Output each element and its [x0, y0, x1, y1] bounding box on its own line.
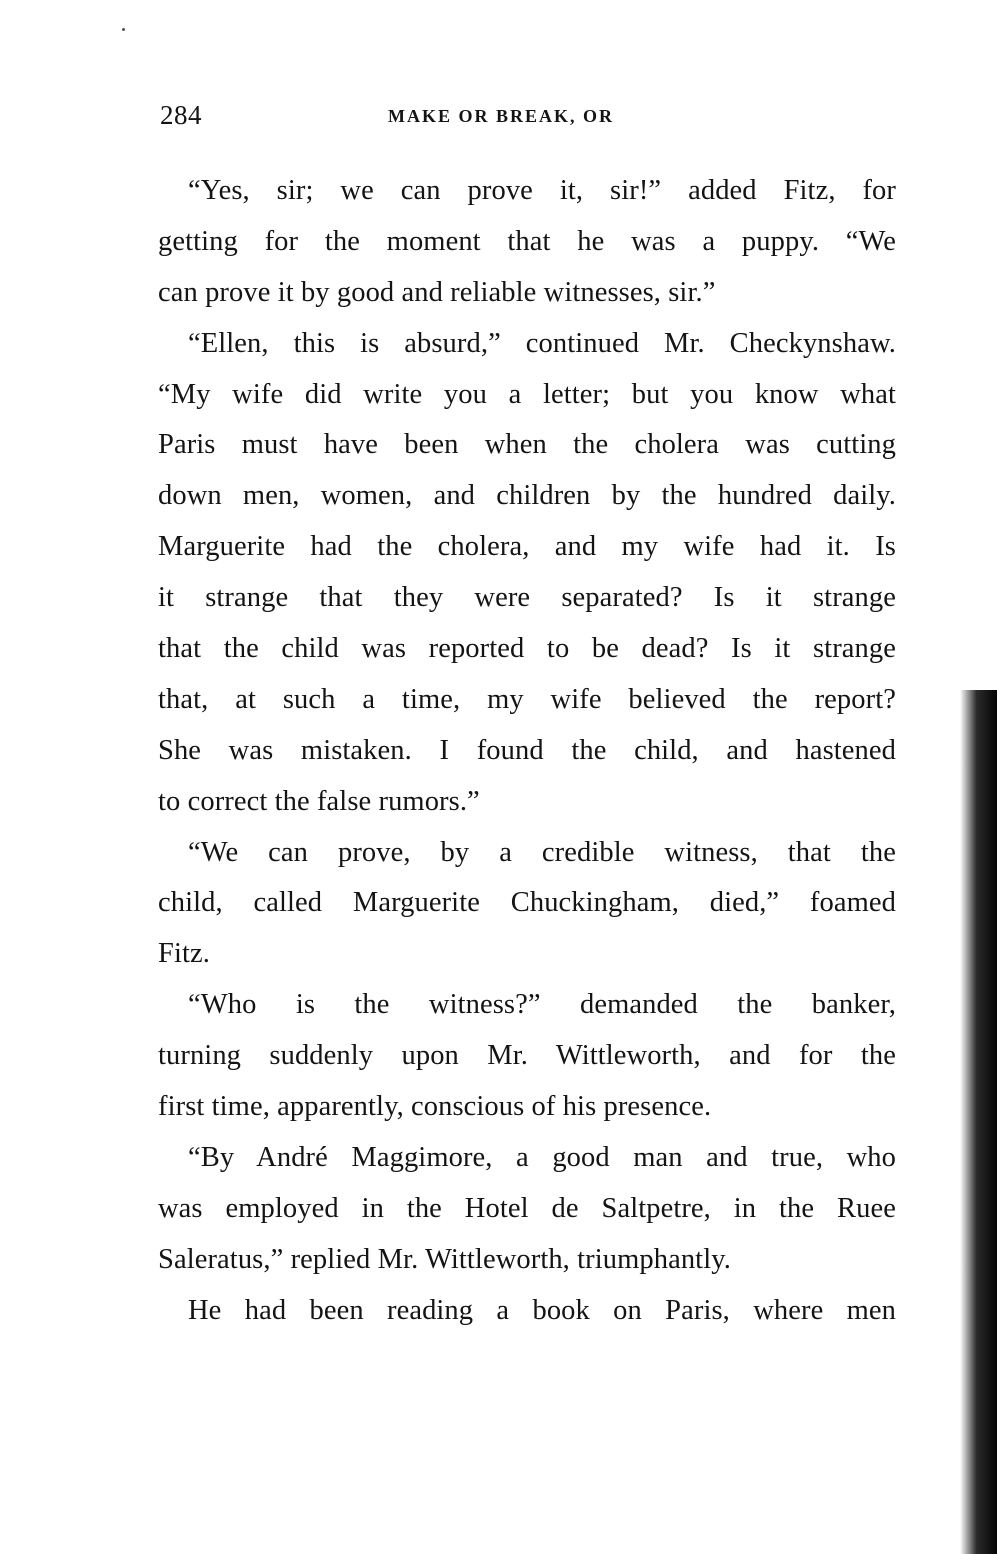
scan-speck [122, 28, 125, 31]
body-text [158, 166, 896, 1336]
text-line: Marguerite had the cholera, and my wife had it. Is [158, 531, 896, 563]
text-line: “Ellen, this is absurd,” continued Mr. Checkynshaw. [188, 327, 896, 359]
text-line: child, called Marguerite Chuckingham, died,” foamed [158, 887, 896, 919]
text-line: was employed in the Hotel de Saltpetre, in the Ruee [158, 1192, 896, 1224]
text-line: to correct the false rumors.” [158, 785, 480, 817]
text-line: first time, apparently, conscious of his presence. [158, 1091, 712, 1123]
text-line: turning suddenly upon Mr. Wittleworth, and for the [158, 1040, 896, 1072]
text-line: He had been reading a book on Paris, where men [188, 1294, 896, 1326]
text-line: “By André Maggimore, a good man and true, who [188, 1141, 896, 1173]
text-line: “My wife did write you a letter; but you know what [158, 378, 896, 410]
text-line: down men, women, and children by the hundred daily. [158, 480, 896, 512]
text-line: “We can prove, by a credible witness, that the [188, 836, 896, 868]
text-line: getting for the moment that he was a puppy. “We [158, 225, 896, 257]
text-line: She was mistaken. I found the child, and hastened [158, 734, 896, 766]
text-line: Saleratus,” replied Mr. Wittleworth, triumphantly. [158, 1243, 731, 1275]
text-line: can prove it by good and reliable witnesses, sir.” [158, 276, 716, 308]
text-line: that, at such a time, my wife believed the report? [158, 683, 896, 715]
text-line: it strange that they were separated? Is it strange [158, 582, 896, 614]
text-line: “Yes, sir; we can prove it, sir!” added Fitz, for [188, 175, 896, 206]
page-number: 284 [160, 100, 202, 130]
scan-edge-shadow [960, 690, 997, 1554]
text-line: “Who is the witness?” demanded the banker, [188, 989, 896, 1021]
text-line: Paris must have been when the cholera was cutting [158, 429, 896, 461]
running-head: MAKE OR BREAK, OR [388, 106, 615, 126]
text-line: Fitz. [158, 938, 210, 970]
text-line: that the child was reported to be dead? Is it strange [158, 633, 896, 665]
